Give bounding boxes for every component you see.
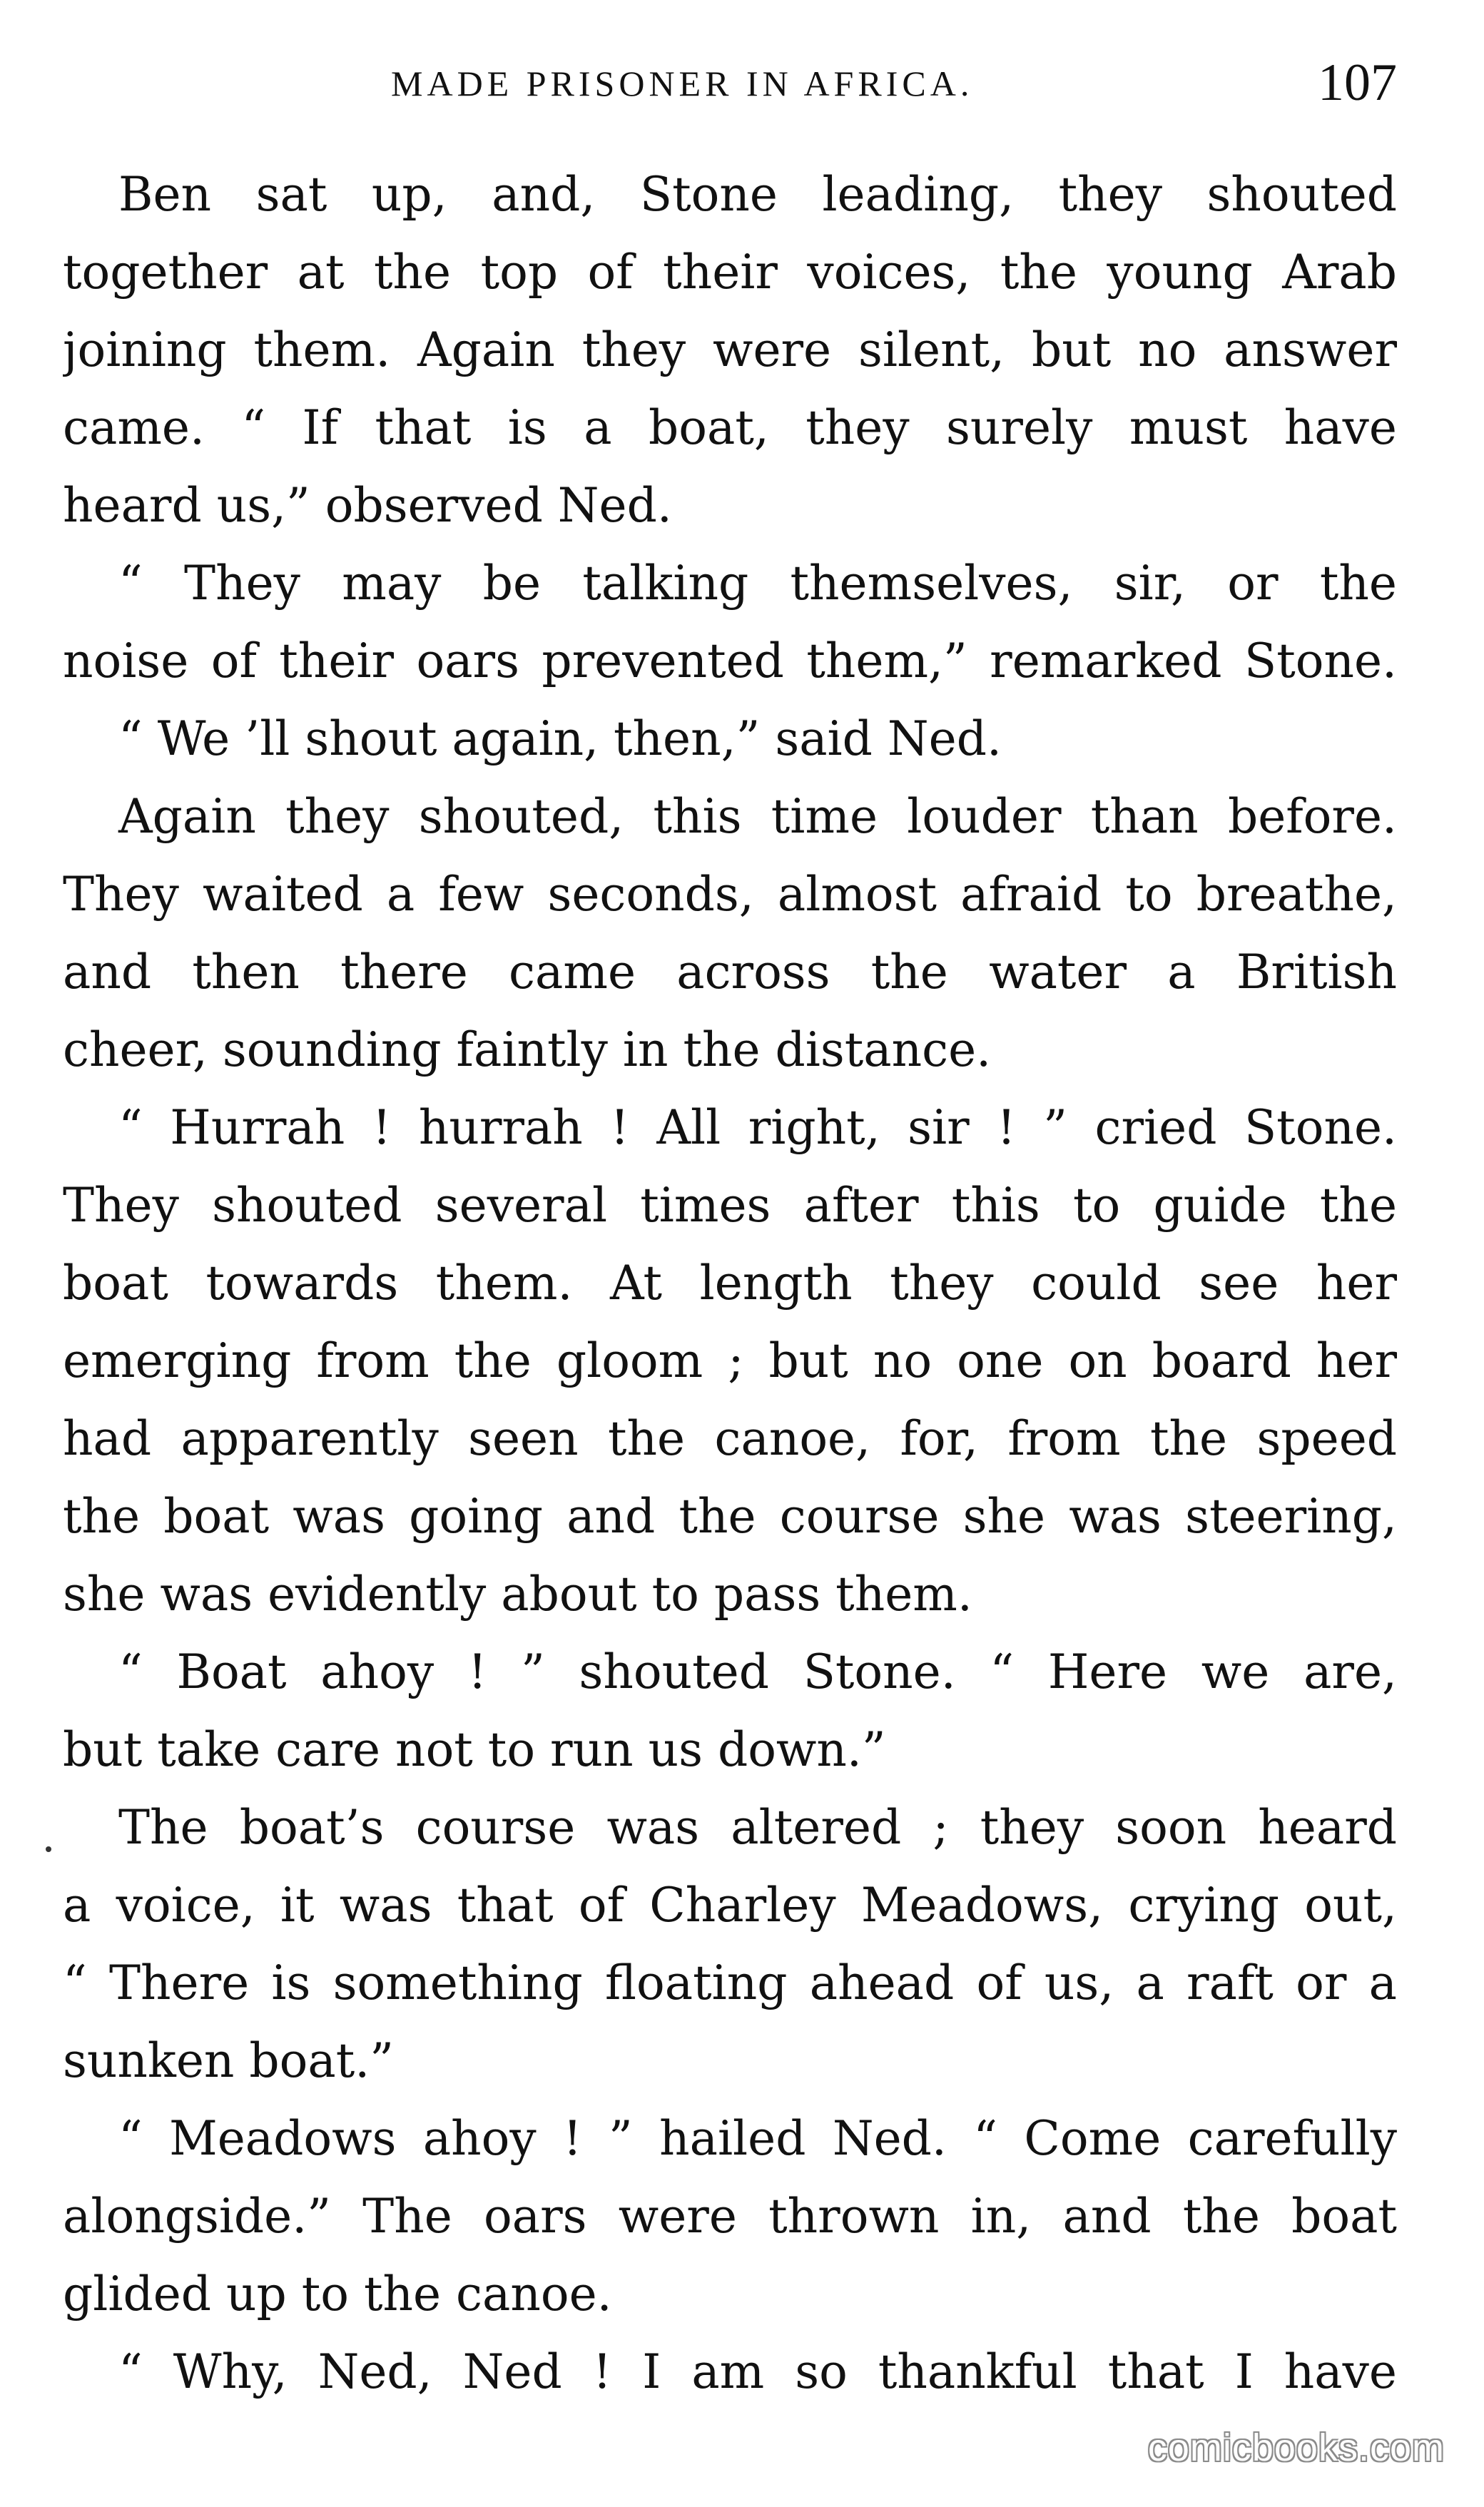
text-line: “ Boat ahoy ! ” shouted Stone. “ Here we are,	[118, 1644, 1397, 1699]
text-line: They shouted several times after this to guide the	[63, 1178, 1397, 1233]
page-header	[63, 43, 1397, 128]
text-line: “ There is something floating ahead of us, a raft or a	[63, 1956, 1397, 2010]
page-number: 107	[1318, 54, 1397, 112]
text-line: but take care not to run us down.”	[63, 1722, 886, 1777]
running-title: MADE PRISONER IN AFRICA.	[391, 63, 974, 103]
text-line: “ Why, Ned, Ned ! I am so thankful that I have	[118, 2344, 1397, 2399]
text-line: a voice, it was that of Charley Meadows, crying out,	[63, 1878, 1397, 1933]
text-line: heard us,” observed Ned.	[63, 478, 672, 533]
text-line: The boat’s course was altered ; they soon heard	[118, 1800, 1397, 1855]
text-line: she was evidently about to pass them.	[63, 1567, 972, 1622]
text-line: emerging from the gloom ; but no one on board her	[63, 1333, 1397, 1388]
text-line: joining them. Again they were silent, but no answer	[63, 322, 1397, 377]
text-line: They waited a few seconds, almost afraid to breathe,	[63, 867, 1397, 922]
text-line: together at the top of their voices, the young Arab	[63, 245, 1397, 300]
text-line: “ Meadows ahoy ! ” hailed Ned. “ Come carefully	[118, 2111, 1397, 2166]
text-line: glided up to the canoe.	[63, 2267, 612, 2322]
text-line: and then there came across the water a British	[63, 945, 1397, 1000]
text-line: “ We ’ll shout again, then,” said Ned.	[118, 711, 1002, 766]
text-line: came. “ If that is a boat, they surely must have	[63, 400, 1397, 455]
text-line: sunken boat.”	[63, 2033, 394, 2088]
text-line: boat towards them. At length they could see her	[63, 1256, 1397, 1311]
ink-speck	[46, 1846, 51, 1852]
text-line: noise of their oars prevented them,” remarked Stone.	[63, 634, 1397, 688]
text-line: Again they shouted, this time louder than before.	[118, 789, 1397, 844]
text-line: the boat was going and the course she was steering,	[63, 1489, 1397, 1544]
watermark: comicbooks.com	[1147, 2426, 1445, 2469]
text-line: Ben sat up, and, Stone leading, they shouted	[118, 167, 1397, 222]
text-line: cheer, sounding faintly in the distance.	[63, 1022, 992, 1077]
body-text	[63, 156, 1397, 2411]
text-line: “ Hurrah ! hurrah ! All right, sir ! ” cried Stone.	[118, 1100, 1397, 1155]
text-line: alongside.” The oars were thrown in, and the boat	[63, 2189, 1397, 2244]
text-line: “ They may be talking themselves, sir, or the	[118, 556, 1397, 611]
text-line: had apparently seen the canoe, for, from the speed	[63, 1411, 1397, 1466]
